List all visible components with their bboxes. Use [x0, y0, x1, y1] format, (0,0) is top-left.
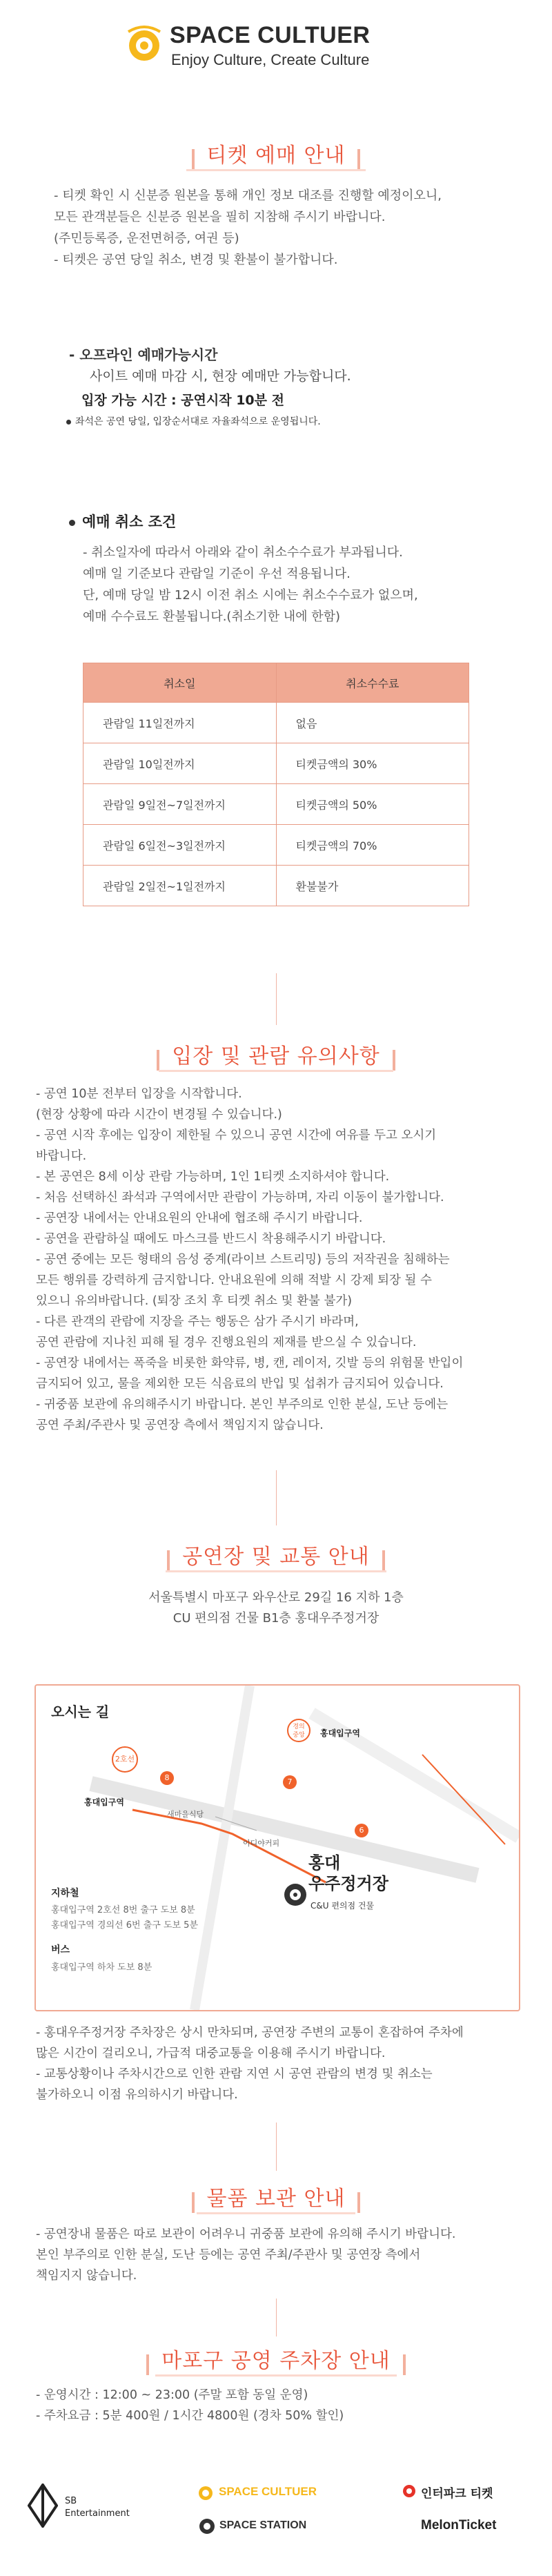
footer-logos — [0, 2478, 552, 2561]
fee-table-row — [83, 784, 469, 825]
title-bar-right — [382, 1550, 385, 1571]
venue-sub-label: C&U 편의점 건물 — [310, 1901, 375, 1911]
space-culture-label: SPACE CULTUER — [219, 2485, 317, 2498]
directions-map — [34, 1684, 520, 2011]
brand-tagline: Enjoy Culture, Create Culture — [171, 51, 370, 68]
parking-text: - 운영시간 : 12:00 ~ 23:00 (주말 포함 동일 운영) - 주차요금 : 5분 400원 / 1시간 4800원 (경차 50% 할인) — [36, 2388, 344, 2423]
exit-8-marker: 8 — [160, 1771, 174, 1785]
admission-text: - 공연 10분 전부터 입장을 시작합니다. (현장 상황에 따라 시간이 변경될 수 있습니다.) - 공연 시작 후에는 입장이 제한될 수 있으니 공연 시간에 여유를 두고 오시기 바랍니다. - 본 공연은 8세 이상 관람 가능하며, 1인 1티켓 소지하셔야 합니다. - 처음 선택하신 좌석과 구역에서만 관람이 가능하며, 자리 이동이 불가합니다. - 공연장 내에서는 안내요원의 안내에 협조해 주시기 바랍니다. - 공연을 관람하실 때에도 마스크를 반드시 착용해주시기 바랍니다. - 공연 중에는 모든 형태의 음성 중계(라이브 스트리밍) 등의 저작권을 침해하는 모든 행위를 강력하게 금지합니다. 안내요원에 의해 적발 시 강제 퇴장 될 수 있으니 유의바랍니다. (퇴장 조치 후 티켓 취소 및 환불 불가) - 다른 관객의 관람에 지장을 주는 행동은 삼가 주시기 바라며, 공연 관람에 지나친 피해 될 경우 진행요원의 제재를 받으실 수 있습니다. - 공연장 내에서는 폭죽을 비롯한 화약류, 병, 캔, 레이저, 깃발 등의 위험물 반입이 금지되어 있고, 물을 제외한 모든 식음료의 반입 및 섭취가 금지되어 있습니다. - 귀중품 보관에 유의해주시기 바랍니다. 본인 부주의로 인한 분실, 도난 등에는 공연 주최/주관사 및 공연장 측에서 책임지지 않습니다. — [36, 1087, 464, 1432]
bus-text: 홍대입구역 하차 도보 8분 — [51, 1962, 152, 1973]
title-bar-left — [192, 2192, 195, 2213]
brand-header — [124, 19, 428, 75]
fee-table-cell: 관람일 6일전~3일전까지 — [83, 825, 277, 866]
bus-heading: 버스 — [51, 1944, 70, 1955]
fee-table-cell: 티켓금액의 30% — [276, 743, 469, 784]
space-station-icon — [199, 2518, 215, 2535]
storage-section-title: 물품 보관 안내 — [0, 2181, 552, 2213]
venue-name: 홍대 우주정거장 — [308, 1853, 388, 1893]
fee-table-row — [83, 743, 469, 784]
fee-table-cell: 티켓금액의 50% — [276, 784, 469, 825]
fee-table-cell: 관람일 2일전~1일전까지 — [83, 866, 277, 906]
title-bar-left — [157, 1050, 159, 1071]
line-gyeongui-badge: 경의 중앙 — [287, 1719, 310, 1742]
fee-table-cell: 관람일 10일전까지 — [83, 743, 277, 784]
seat-note: 좌석은 공연 당일, 입장순서대로 자율좌석으로 운영됩니다. — [75, 416, 321, 427]
title-bar-left — [192, 149, 195, 170]
fee-table-cell: 환불불가 — [276, 866, 469, 906]
fee-table-header-cell: 취소수수료 — [276, 663, 469, 703]
parking-section-title: 마포구 공영 주차장 안내 — [0, 2343, 552, 2375]
bullet-icon — [69, 520, 75, 526]
space-station-footer-logo — [199, 2517, 364, 2537]
venue-address-1: 서울특별시 마포구 와우산로 29길 16 지하 1층 — [148, 1590, 404, 1605]
entry-time: 입장 가능 시간 : 공연시작 10분 전 — [81, 393, 284, 408]
cafe-label: 이디야커피 — [243, 1839, 280, 1848]
map-heading: 오시는 길 — [51, 1704, 110, 1720]
fee-table-header — [83, 663, 469, 703]
seat-note-row — [66, 414, 321, 428]
sb-logo-icon — [28, 2484, 58, 2528]
space-station-label: SPACE STATION — [219, 2519, 307, 2531]
title-underline — [197, 2212, 355, 2214]
venue-notes: - 홍대우주정거장 주차장은 상시 만차되며, 공연장 주변의 교통이 혼잡하여 주차에 많은 시간이 걸리오니, 가급적 대중교통을 이용해 주시기 바랍니다. - 교통상황이나 주차시간으로 인한 관람 지연 시 공연 관람의 변경 및 취소는 불가하오니 이점 유의하시기 바랍니다. — [36, 2026, 464, 2102]
title-bar-right — [393, 1050, 395, 1071]
fee-table-row — [83, 703, 469, 743]
sb-entertainment-logo — [28, 2484, 130, 2532]
title-underline — [155, 2374, 397, 2377]
fee-table-row — [83, 825, 469, 866]
space-culture-icon — [197, 2484, 215, 2501]
title-bar-right — [403, 2354, 406, 2375]
offline-line: 사이트 예매 마감 시, 현장 예매만 가능합니다. — [90, 369, 351, 384]
interpark-icon — [402, 2484, 417, 2499]
fee-table-cell: 없음 — [276, 703, 469, 743]
fee-table-wrap — [83, 663, 469, 906]
ticket-section-title: 티켓 예매 안내 — [0, 138, 552, 170]
section-divider — [276, 2123, 277, 2171]
title-underline — [186, 169, 366, 171]
fee-table-cell: 관람일 11일전까지 — [83, 703, 277, 743]
interpark-label: 인터파크 티켓 — [421, 2487, 493, 2501]
fee-table — [83, 663, 469, 906]
title-bar-left — [146, 2354, 149, 2375]
cancel-heading-row — [69, 511, 176, 531]
melon-ticket-logo: MelonTicket — [421, 2518, 497, 2533]
venue-section-title: 공연장 및 교통 안내 — [0, 1539, 552, 1571]
brand-name: SPACE CULTUER — [170, 22, 371, 48]
venue-pin-icon — [283, 1882, 308, 1907]
fee-table-row — [83, 866, 469, 906]
fee-table-cell: 관람일 9일전~7일전까지 — [83, 784, 277, 825]
sb-sub-label: Entertainment — [65, 2508, 130, 2519]
subway-heading: 지하철 — [51, 1888, 79, 1899]
space-culture-footer-logo — [197, 2482, 362, 2503]
title-bar-left — [167, 1550, 170, 1571]
section-divider — [276, 1470, 277, 1525]
fee-table-header-cell: 취소일 — [83, 663, 277, 703]
fee-table-cell: 티켓금액의 70% — [276, 825, 469, 866]
title-underline — [166, 1570, 386, 1572]
exit-6-marker: 6 — [355, 1824, 368, 1837]
station-label-2line: 홍대입구역 — [84, 1797, 124, 1807]
title-underline — [159, 1070, 393, 1072]
exit-7-marker: 7 — [283, 1775, 297, 1789]
storage-text: - 공연장내 물품은 따로 보관이 어려우니 귀중품 보관에 유의해 주시기 바랍니다. 본인 부주의로 인한 분실, 도난 등에는 공연 주최/주관사 및 공연장 측에서 책임지지 않습니다. — [36, 2227, 456, 2283]
admission-section-title: 입장 및 관람 유의사항 — [0, 1039, 552, 1071]
offline-heading: - 오프라인 예매가능시간 — [69, 347, 218, 363]
sb-label: SB — [65, 2496, 77, 2506]
station-label-gyeongui: 홍대입구역 — [320, 1728, 360, 1738]
restaurant-label: 새마을식당 — [167, 1810, 204, 1819]
bullet-icon — [66, 420, 71, 425]
line2-badge: 2호선 — [112, 1746, 138, 1773]
title-bar-right — [357, 2192, 360, 2213]
cancel-heading: 예매 취소 조건 — [82, 514, 177, 530]
ticket-intro: - 티켓 확인 시 신분증 원본을 통해 개인 정보 대조를 진행할 예정이오니, 모든 관객분들은 신분증 원본을 필히 지참해 주시기 바랍니다. (주민등록증, 운전면허증, 여권 등) - 티켓은 공연 당일 취소, 변경 및 환불이 불가합니다. — [54, 188, 442, 267]
cancel-text: - 취소일자에 따라서 아래와 같이 취소수수료가 부과됩니다. 예매 일 기준보다 관람일 기준이 우선 적용됩니다. 단, 예매 당일 밤 12시 이전 취소 시에는 취소수수료가 없으며, 예매 수수료도 환불됩니다.(취소기한 내에 한함) — [83, 545, 418, 624]
interpark-ticket-logo — [402, 2481, 540, 2504]
title-bar-right — [357, 149, 360, 170]
venue-address-2: CU 편의점 건물 B1층 홍대우주정거장 — [172, 1611, 379, 1626]
brand-logo-icon — [124, 23, 164, 64]
subway-text: 홍대입구역 2호선 8번 출구 도보 8분 홍대입구역 경의선 6번 출구 도보 5분 — [51, 1905, 199, 1931]
section-divider — [276, 973, 277, 1025]
section-divider — [276, 2299, 277, 2336]
